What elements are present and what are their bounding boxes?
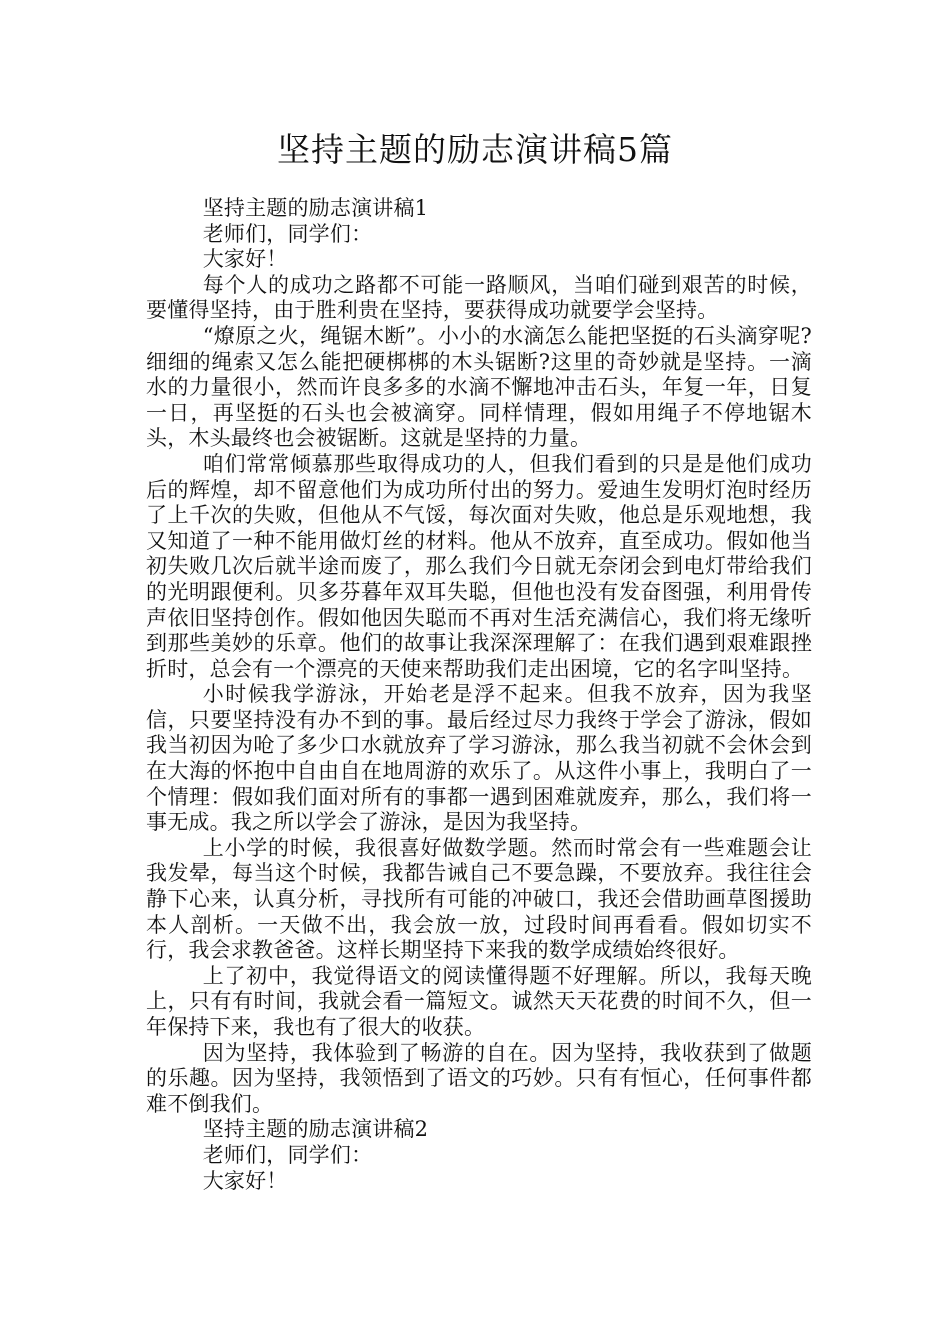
salutation: 老师们，同学们：	[202, 1142, 373, 1167]
body-paragraph: 咱们常常倾慕那些取得成功的人，但我们看到的只是是他们成功后的辉煌，却不留意他们为成功所付出的努力。爱迪生发明灯泡时经历了上千次的失败，但他从不气馁，每次面对失败，他总是乐观地想，我又知道了一种不能用做灯丝的材料。他从不放弃，直至成功。假如他当初失败几次后就半途而废了，那么我们今日就无奈闭会到电灯带给我们的光明跟便利。贝多芬暮年双耳失聪，但他也没有发奋图强，利用骨传声依旧坚持创作。假如他因失聪而不再对生活充满信心，我们将无缘听到那些美妙的乐章。他们的故事让我深深理解了：在我们遇到艰难跟挫折时，总会有一个漂亮的天使来帮助我们走出困境，它的名字叫坚持。	[146, 451, 812, 681]
body-paragraph: 上小学的时候，我很喜好做数学题。然而时常会有一些难题会让我发晕，每当这个时候，我都告诫自己不要急躁，不要放弃。我往往会静下心来，认真分析，寻找所有可能的冲破口，我还会借助画草图援助本人剖析。一天做不出，我会放一放，过段时间再看看。假如切实不行，我会求教爸爸。这样长期坚持下来我的数学成绩始终很好。	[146, 835, 812, 963]
section-heading-2: 坚持主题的励志演讲稿2	[202, 1117, 429, 1142]
greeting: 大家好！	[202, 1168, 288, 1193]
document-body	[146, 196, 812, 1194]
body-paragraph: 因为坚持，我体验到了畅游的自在。因为坚持，我收获到了做题的乐趣。因为坚持，我领悟到了语文的巧妙。只有有恒心，任何事件都难不倒我们。	[146, 1040, 812, 1116]
document-title: 坚持主题的励志演讲稿5篇	[277, 130, 673, 169]
section-heading-1: 坚持主题的励志演讲稿1	[202, 196, 429, 220]
greeting: 大家好！	[202, 247, 288, 272]
body-paragraph: “燎原之火，绳锯木断”。小小的水滴怎么能把坚挺的石头滴穿呢?细细的绳索又怎么能把硬梆梆的木头锯断?这里的奇妙就是坚持。一滴水的力量很小，然而许良多多的水滴不懈地冲击石头，年复一年，日复一日，再坚挺的石头也会被滴穿。同样情理，假如用绳子不停地锯木头，木头最终也会被锯断。这就是坚持的力量。	[146, 323, 812, 451]
body-paragraph: 每个人的成功之路都不可能一路顺风，当咱们碰到艰苦的时候，要懂得坚持，由于胜利贵在坚持，要获得成功就要学会坚持。	[146, 272, 812, 323]
body-paragraph: 上了初中，我觉得语文的阅读懂得题不好理解。所以，我每天晚上，只有有时间，我就会看一篇短文。诚然天天花费的时间不久，但一年保持下来，我也有了很大的收获。	[146, 963, 812, 1039]
body-paragraph: 小时候我学游泳，开始老是浮不起来。但我不放弃，因为我坚信，只要坚持没有办不到的事。最后经过尽力我终于学会了游泳，假如我当初因为呛了多少口水就放弃了学习游泳，那么我当初就不会休会到在大海的怀抱中自由自在地周游的欢乐了。从这件小事上，我明白了一个情理：假如我们面对所有的事都一遇到困难就废弃，那么，我们将一事无成。我之所以学会了游泳，是因为我坚持。	[146, 682, 812, 835]
salutation: 老师们，同学们：	[202, 221, 373, 246]
